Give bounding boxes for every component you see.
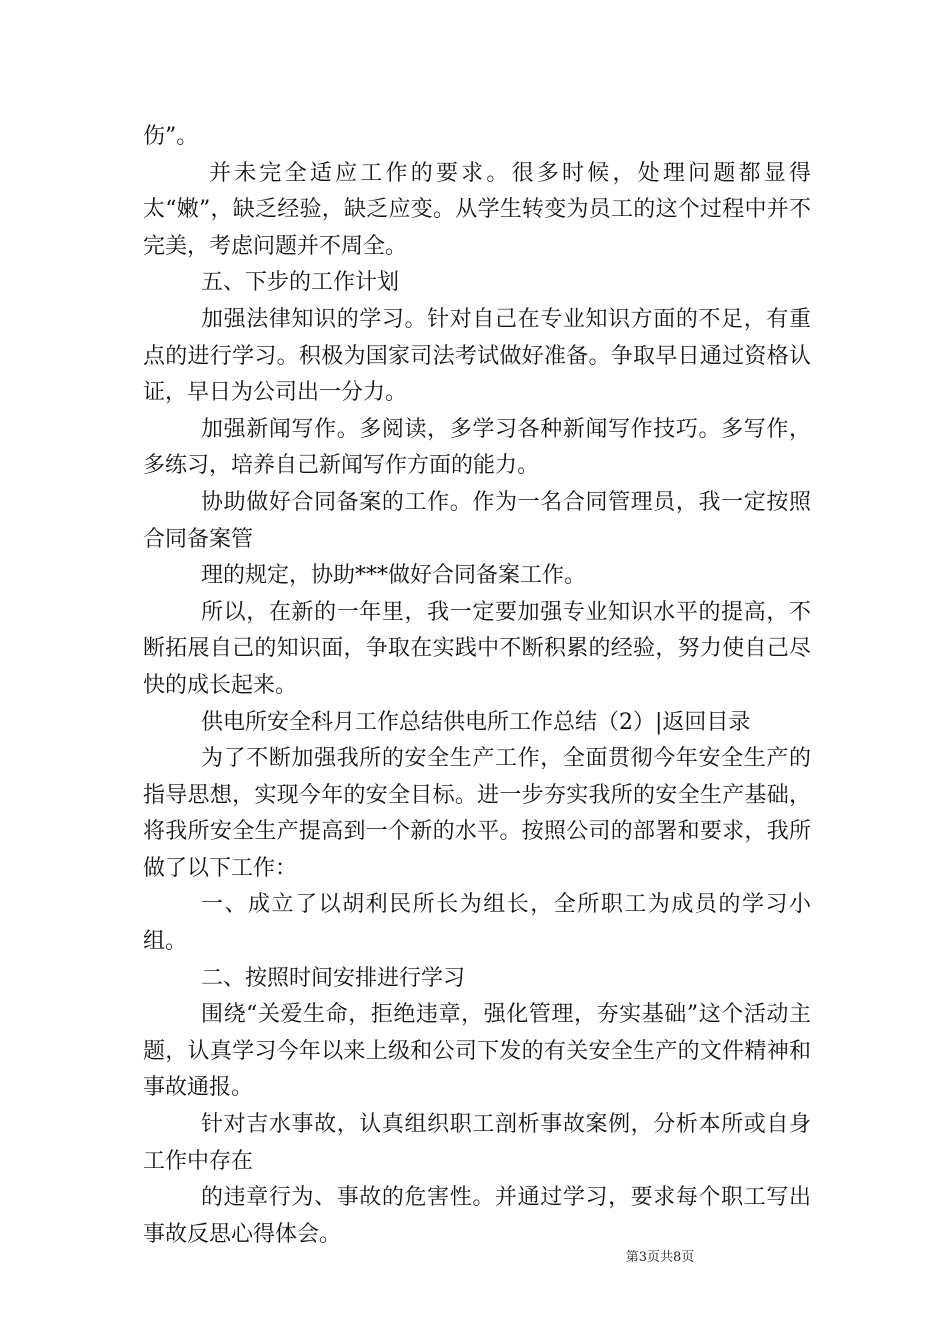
paragraph: 围绕“关爱生命，拒绝违章，强化管理，夯实基础”这个活动主题，认真学习今年以来上级和公司下发的有关安全生产的文件精神和事故通报。 [143, 1002, 811, 1101]
page-footer [0, 1246, 950, 1265]
paragraph: 加强新闻写作。多阅读，多学习各种新闻写作技巧。多写作，多练习，培养自己新闻写作方面的能力。 [143, 416, 811, 479]
paragraph: 协助做好合同备案的工作。作为一名合同管理员，我一定按照合同备案管 [143, 489, 811, 552]
list-item: 二、按照时间安排进行学习 [201, 965, 466, 991]
paragraph-continuation: 伤”。 [143, 124, 199, 149]
paragraph: 针对吉水事故，认真组织职工剖析事故案例，分析本所或自身工作中存在 [143, 1112, 811, 1174]
list-item: 一、成立了以胡利民所长为组长，全所职工为成员的学习小组。 [143, 892, 811, 955]
paragraph: 的违章行为、事故的危害性。并通过学习，要求每个职工写出事故反思心得体会。 [143, 1185, 811, 1247]
section-heading: 五、下步的工作计划 [201, 270, 400, 296]
paragraph: 为了不断加强我所的安全生产工作，全面贯彻今年安全生产的指导思想，实现今年的安全目标。进一步夯实我所的安全生产基础，将我所安全生产提高到一个新的水平。按照公司的部署和要求，我所做了以下工作： [143, 746, 811, 881]
paragraph: 加强法律知识的学习。针对自己在专业知识方面的不足，有重点的进行学习。积极为国家司法考试做好准备。争取早日通过资格认证，早日为公司出一分力。 [143, 306, 811, 406]
paragraph: 并未完全适应工作的要求。很多时候，处理问题都显得太“嫩”，缺乏经验，缺乏应变。从学生转变为员工的这个过程中并不完美，考虑问题并不周全。 [143, 160, 811, 259]
paragraph: 理的规定，协助***做好合同备案工作。 [201, 563, 587, 589]
page-number: 第3页共8页 [625, 1250, 695, 1265]
article-title-link: 供电所安全科月工作总结供电所工作总结（2）|返回目录 [201, 709, 751, 735]
paragraph: 所以，在新的一年里，我一定要加强专业知识水平的提高，不断拓展自己的知识面，争取在实践中不断积累的经验，努力使自己尽快的成长起来。 [143, 599, 811, 698]
document-body [143, 119, 811, 1253]
